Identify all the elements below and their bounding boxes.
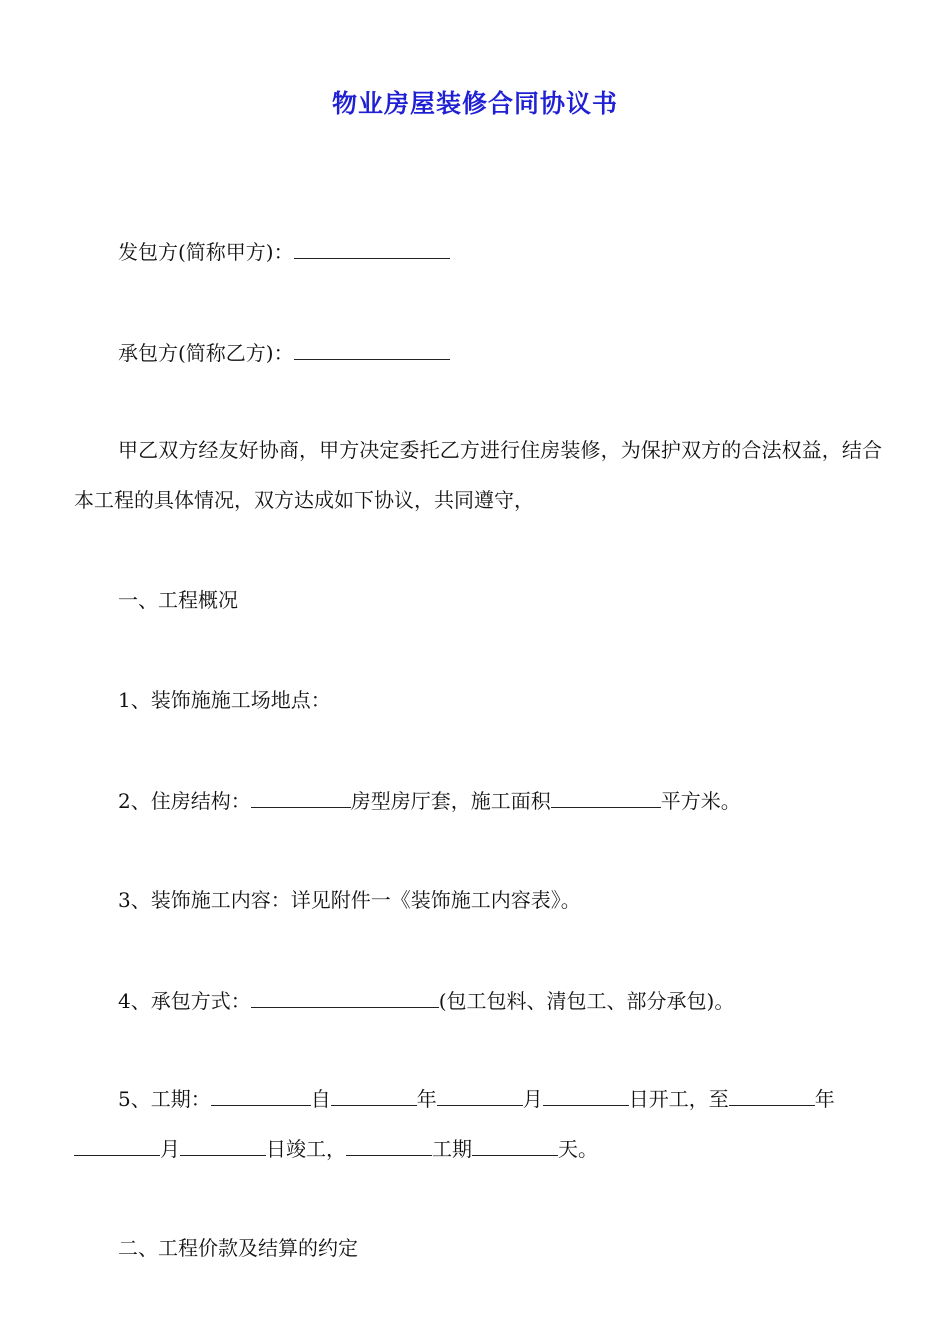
item-5-days: 天。 (558, 1137, 598, 1161)
item-5-blank-1[interactable] (211, 1083, 311, 1106)
item-2-unit: 平方米。 (660, 789, 741, 813)
party-b-line (118, 337, 450, 368)
item-5-end: 日竣工， (266, 1137, 346, 1161)
item-2-area-blank[interactable] (551, 785, 661, 808)
item-5-end-month: 月 (160, 1137, 180, 1161)
item-2-label: 2、住房结构： (118, 789, 251, 813)
item-5-start-year-blank[interactable] (331, 1083, 417, 1106)
item-5-end-year: 年 (814, 1087, 835, 1111)
document-title: 物业房屋装修合同协议书 (331, 89, 618, 118)
item-3: 3、装饰施工内容：详见附件一《装饰施工内容表》。 (118, 888, 581, 912)
item-2-middle: 房型房厅套，施工面积 (350, 789, 551, 813)
item-5-end-day-blank[interactable] (180, 1133, 266, 1156)
item-4-method-blank[interactable] (251, 985, 439, 1008)
item-5-from: 自 (310, 1087, 331, 1111)
item-5-start-month-blank[interactable] (437, 1083, 523, 1106)
item-4-label: 4、承包方式： (118, 989, 251, 1013)
item-5-line-1 (118, 1083, 835, 1114)
item-5-year: 年 (416, 1087, 437, 1111)
item-2 (118, 785, 741, 816)
item-5-duration-label: 工期 (432, 1137, 472, 1161)
item-5-end-year-blank[interactable] (729, 1083, 815, 1106)
item-5-start-day-blank[interactable] (543, 1083, 629, 1106)
item-1: 1、装饰施施工场地点： (118, 688, 331, 712)
item-5-blank-2[interactable] (346, 1133, 432, 1156)
item-5-line-2 (74, 1133, 598, 1164)
item-4 (118, 985, 734, 1016)
item-5-start: 日开工，至 (628, 1087, 729, 1111)
section-1-heading: 一、工程概况 (118, 588, 238, 612)
item-5-end-month-blank[interactable] (74, 1133, 160, 1156)
section-2-heading: 二、工程价款及结算的约定 (118, 1236, 358, 1260)
item-5-label: 5、工期： (118, 1087, 211, 1111)
party-b-label: 承包方(简称乙方)： (118, 341, 294, 365)
party-a-blank[interactable] (294, 236, 450, 259)
item-5-days-blank[interactable] (472, 1133, 558, 1156)
item-4-options: (包工包料、清包工、部分承包)。 (438, 989, 735, 1013)
intro-paragraph: 甲乙双方经友好协商，甲方决定委托乙方进行住房装修，为保护双方的合法权益，结合本工程的具体情况，双方达成如下协议，共同遵守， (74, 438, 882, 512)
party-a-line (118, 236, 450, 267)
party-b-blank[interactable] (294, 337, 450, 360)
item-5-month: 月 (522, 1087, 543, 1111)
item-2-room-blank[interactable] (251, 785, 351, 808)
party-a-label: 发包方(简称甲方)： (118, 240, 294, 264)
